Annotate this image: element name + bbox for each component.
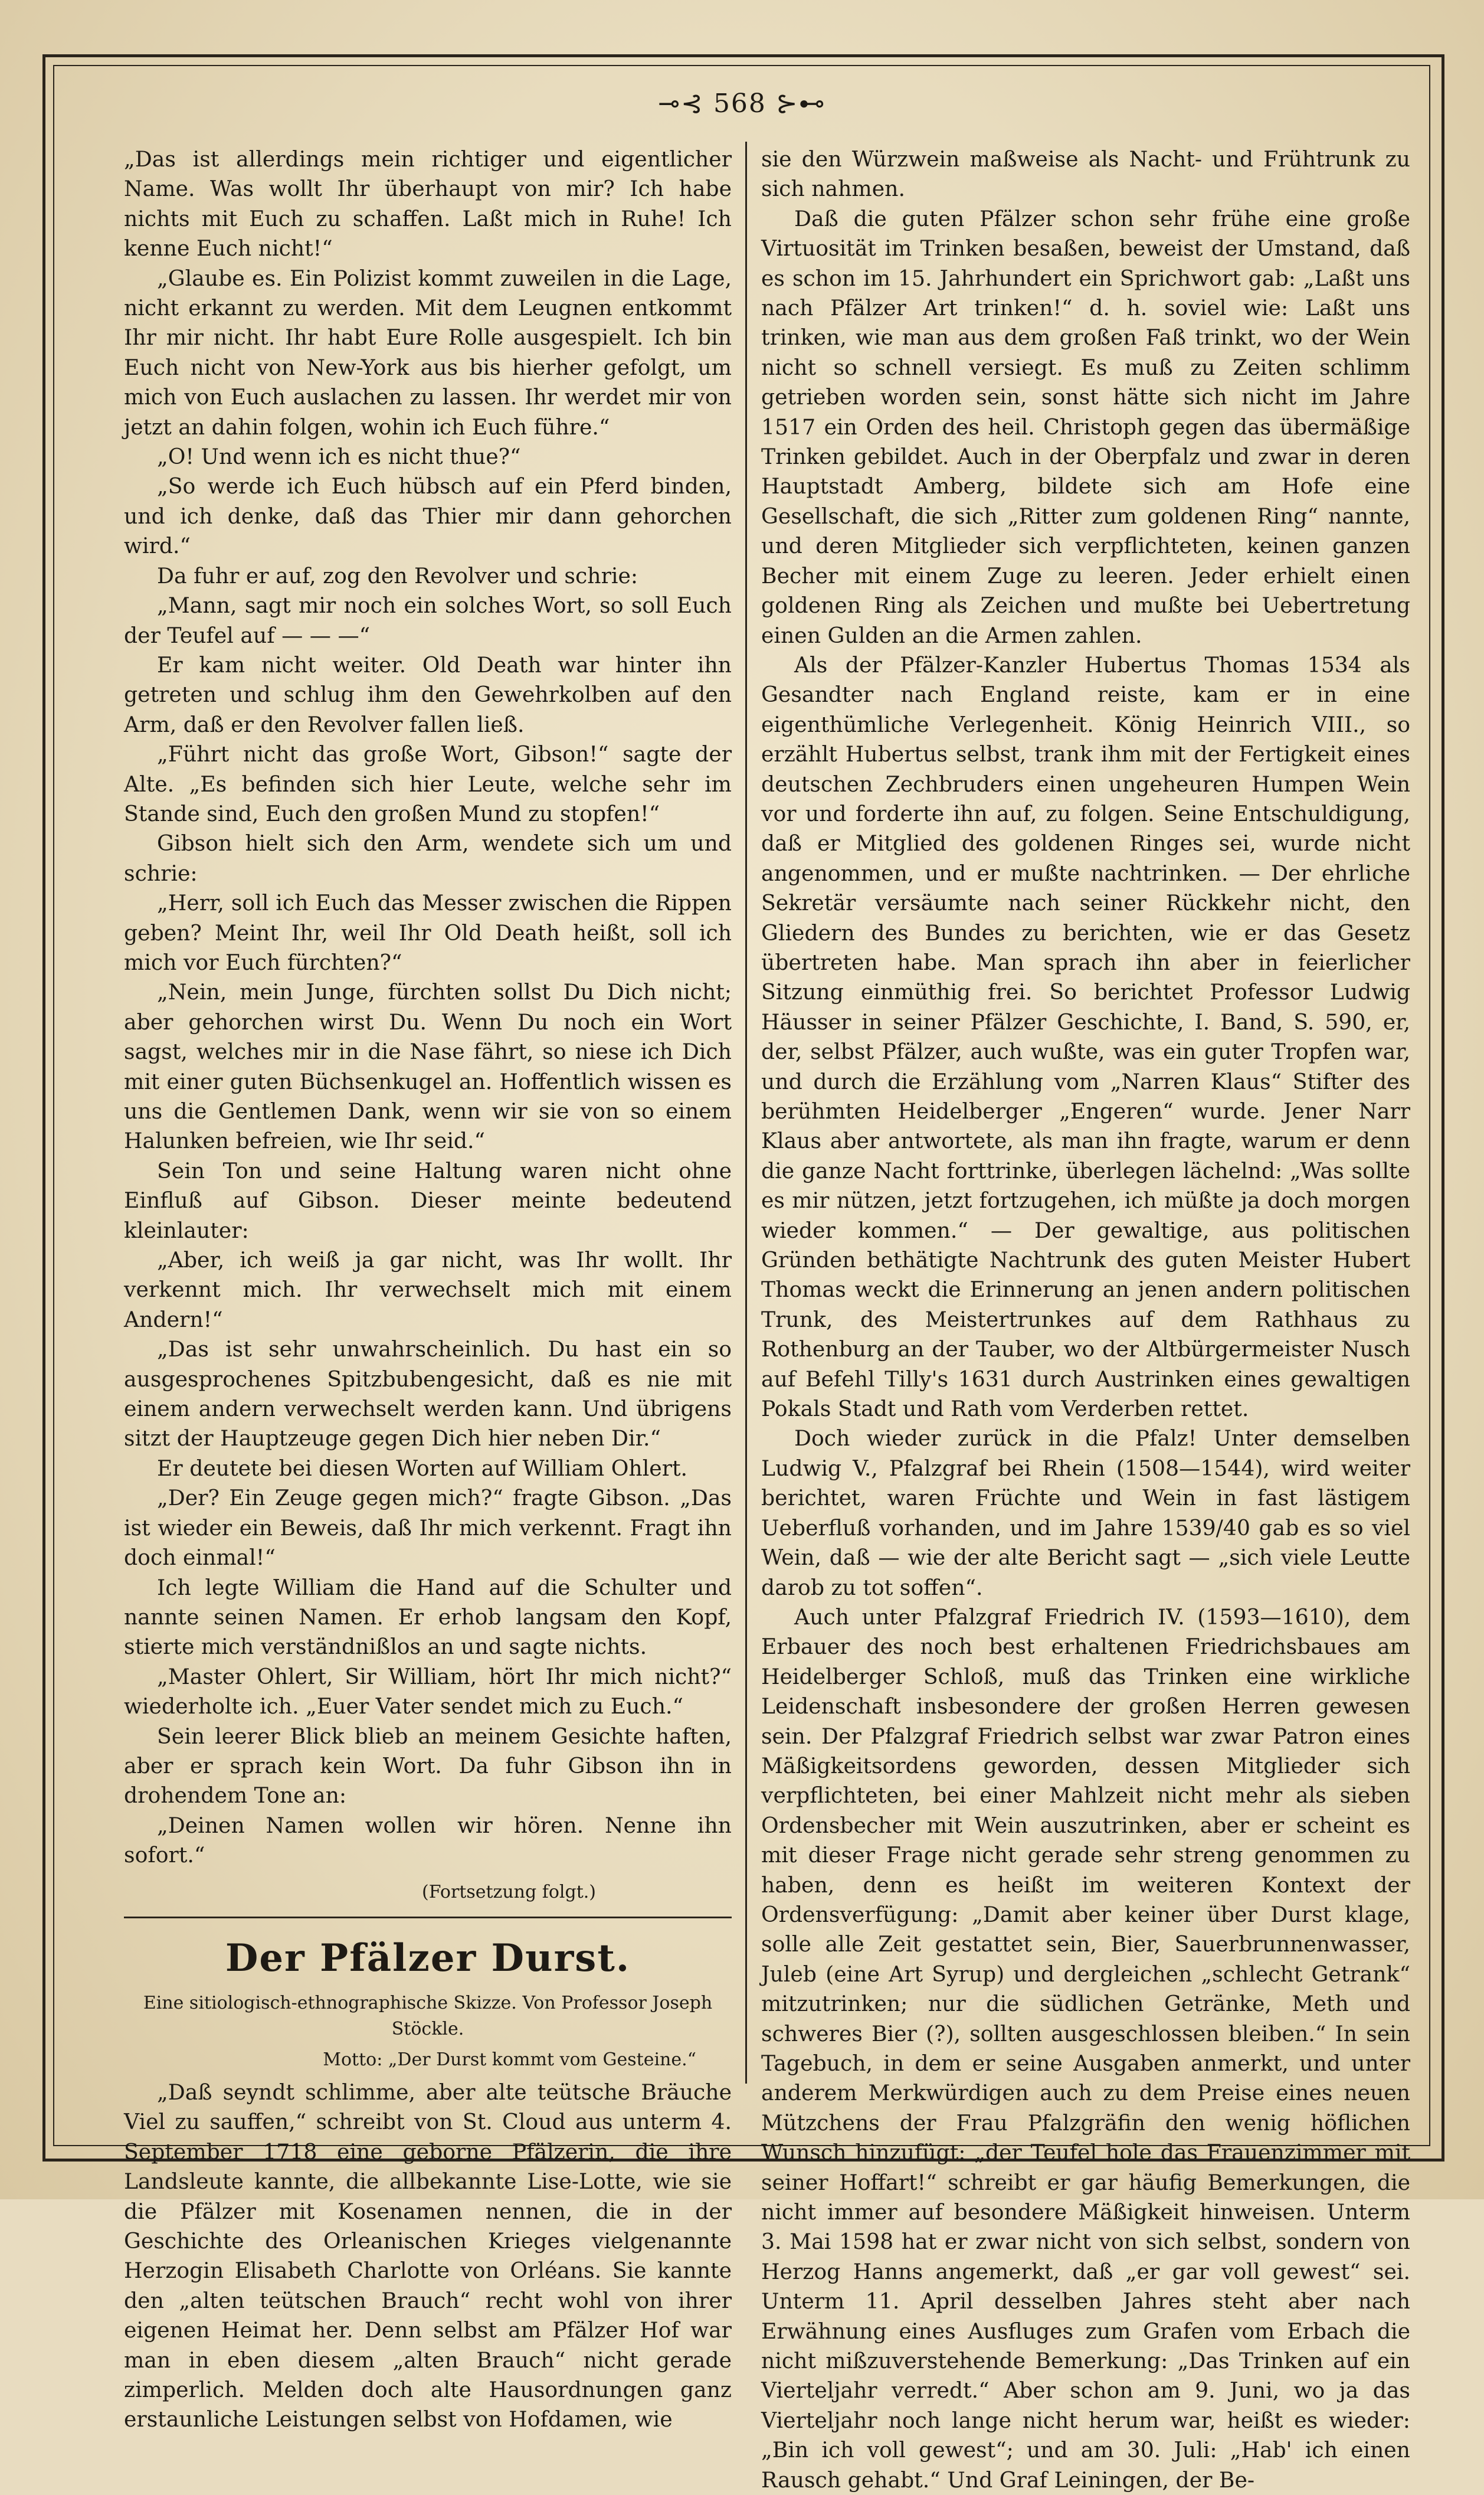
story-paragraph: Er deutete bei diesen Worten auf William Ohlert. <box>157 1455 688 1481</box>
ornament-left: ⊸⊰ <box>658 89 713 119</box>
story-paragraph: „Mann, sagt mir noch ein solches Wort, so soll Euch der Teufel auf — — —“ <box>124 593 732 648</box>
article-paragraph: sie den Würzwein maßweise als Nacht- und Frühtrunk zu sich nahmen. <box>761 146 1410 202</box>
left-column <box>124 145 732 2432</box>
story-paragraph: „Das ist sehr unwahrscheinlich. Du hast ein so ausgesprochenes Spitzbubengesicht, daß es nie mit einem andern verwechselt werden kann. Und übrigens sitzt der Hauptzeuge gegen Dich hier neben Dir.“ <box>124 1336 732 1451</box>
story-paragraph: „Master Ohlert, Sir William, hört Ihr mich nicht?“ wiederholte ich. „Euer Vater sendet mich zu Euch.“ <box>124 1663 732 1719</box>
story-paragraph: „Der? Ein Zeuge gegen mich?“ fragte Gibson. „Das ist wieder ein Beweis, daß Ihr mich verkennt. Fragt ihn doch einmal!“ <box>124 1485 732 1571</box>
article-paragraph: Auch unter Pfalzgraf Friedrich IV. (1593—1610), dem Erbauer des noch best erhaltenen Friedrichsbaues am Heidelberger Schloß, muß das Trinken eine wirkliche Leidenschaft insbesondere der großen Herren gewesen sein. Der Pfalzgraf Friedrich selbst war zwar Patron eines Mäßigkeitsordens geworden, dessen Mitglieder sich verpflichteten, bei einer Mahlzeit nicht mehr als sieben Ordensbecher mit Wein auszutrinken, aber er scheint es mit dieser Frage nicht gerade sehr streng genommen zu haben, denn es heißt im weiteren Kontext der Ordensverfügung: „Damit aber keiner über Durst klage, solle alle Zeit gestattet sein, Bier, Sauerbrunnenwasser, Juleb (eine Art Syrup) und dergleichen „schlecht Getrank“ mitzutrinken; nur die südlichen Getränke, Meth und schweres Bier (?), sollten ausgeschlossen bleiben.“ In sein Tagebuch, in dem er seine Ausgaben anmerkt, und unter anderem Merkwürdigen auch zu dem Preise eines neuen Mützchens der Frau Pfalzgräfin den wenig höflichen Wunsch hinzufügt: „der Teufel hole das Frauenzimmer mit seiner Hoffart!“ schreibt er gar häufig Bemerkungen, die nicht immer auf besondere Mäßigkeit hinweisen. Unterm 3. Mai 1598 hat er zwar nicht von sich selbst, sondern von Herzog Hanns angemerkt, daß „er gar voll gewest“ sei. Unterm 11. April desselben Jahres steht aber nach Erwähnung eines Ausfluges zum Grafen vom Erbach die nicht mißzuverstehende Bemerkung: „Das Trinken auf ein Vierteljahr verredt.“ Aber schon am 9. Juni, wo ja das Vierteljahr noch lange nicht herum war, heißt es wieder: „Bin ich voll gewest“; und am 30. Juli: „Hab' ich einen Rausch gehabt.“ Und Graf Leiningen, der Be- <box>761 1604 1410 2493</box>
article-paragraph: „Daß seyndt schlimme, aber alte teütsche Bräuche Viel zu sauffen,“ schreibt von St. Cloud aus unterm 4. September 1718 eine geborne Pfälzerin, die ihre Landsleute kannte, die allbekannte Lise-Lotte, wie sie die Pfälzer mit Kosenamen nennen, die in der Geschichte des Orleanischen Krieges vielgenannte Herzogin Elisabeth Charlotte von Orléans. Sie kannte den „alten teütschen Brauch“ recht wohl von ihrer eigenen Heimat her. Denn selbst am Pfälzer Hof war man in eben diesem „alten Brauch“ nicht gerade zimperlich. Melden doch alte Hausordnungen ganz erstaunliche Leistungen selbst von Hofdamen, wie <box>124 2079 732 2432</box>
article-paragraph: Als der Pfälzer-Kanzler Hubertus Thomas 1534 als Gesandter nach England reiste, kam er in eine eigenthümliche Verlegenheit. König Heinrich VIII., so erzählt Hubertus selbst, trank ihm mit der Fertigkeit eines deutschen Zechbruders einen ungeheuren Humpen Wein vor und forderte ihn auf, zu folgen. Seine Entschuldigung, daß er Mitglied des goldenen Ringes sei, wurde nicht angenommen, und er mußte nachtrinken. — Der ehrliche Sekretär versäumte nach seiner Rückkehr nicht, den Gliedern des Bundes zu berichten, wie er das Gesetz übertreten habe. Man sprach ihn aber in feierlicher Sitzung einmüthig frei. So berichtet Professor Ludwig Häusser in seiner Pfälzer Geschichte, I. Band, S. 590, er, der, selbst Pfälzer, auch wußte, was ein guter Tropfen war, und durch die Erzählung vom „Narren Klaus“ Stifter des berühmten Heidelberger „Engeren“ wurde. Jener Narr Klaus aber antwortete, als man ihn fragte, warum er denn die ganze Nacht forttrinke, überlegen lächelnd: „Was sollte es mir nützen, jetzt fortzugehen, ich müßte ja doch morgen wieder kommen.“ — Der gewaltige, aus politischen Gründen bethätigte Nachtrunk des guten Meister Hubert Thomas weckt die Erinnerung an jenen andern politischen Trunk, des Meistertrunkes auf dem Rathhaus zu Rothenburg an der Tauber, wo der Altbürgermeister Nusch auf Befehl Tilly's 1631 durch Austrinken eines gewaltigen Pokals Stadt und Rath vom Verderben rettet. <box>761 652 1410 1422</box>
story-paragraph: Sein leerer Blick blieb an meinem Gesichte haften, aber er sprach kein Wort. Da fuhr Gibson ihn in drohendem Tone an: <box>124 1723 732 1809</box>
story-paragraph: „Nein, mein Junge, fürchten sollst Du Dich nicht; aber gehorchen wirst Du. Wenn Du noch ein Wort sagst, welches mir in die Nase fährt, so niese ich Dich mit einer guten Büchsenkugel an. Hoffentlich wissen es uns die Gentlemen Dank, wenn wir sie von so einem Halunken befreien, wie Ihr seid.“ <box>124 979 732 1154</box>
story-paragraph: Gibson hielt sich den Arm, wendete sich um und schrie: <box>124 830 732 886</box>
article-title: Der Pfälzer Durst. <box>225 1935 631 1980</box>
story-paragraph: „Deinen Namen wollen wir hören. Nenne ihn sofort.“ <box>124 1812 732 1868</box>
article-motto: Motto: „Der Durst kommt vom Gesteine.“ <box>323 2049 696 2070</box>
story-paragraph: „Das ist allerdings mein richtiger und eigentlicher Name. Was wollt Ihr überhaupt von mir? Ich habe nichts mit Euch zu schaffen. Laßt mich in Ruhe! Ich kenne Euch nicht!“ <box>124 146 732 261</box>
story-paragraph: „Glaube es. Ein Polizist kommt zuweilen in die Lage, nicht erkannt zu werden. Mit dem Leugnen entkommt Ihr mir nicht. Ihr habt Eure Rolle ausgespielt. Ich bin Euch nicht von New-York aus bis hierher gefolgt, um mich von Euch auslachen zu lassen. Ihr werdet mir von jetzt an dahin folgen, wohin ich Euch führe.“ <box>124 265 732 440</box>
article-subtitle: Eine sitiologisch-ethnographische Skizze. Von Professor Joseph Stöckle. <box>143 1992 713 2039</box>
story-paragraph: Er kam nicht weiter. Old Death war hinter ihn getreten und schlug ihm den Gewehrkolben auf den Arm, daß er den Revolver fallen ließ. <box>124 652 732 737</box>
right-column <box>761 145 1410 2493</box>
page-number-value: 568 <box>713 89 766 119</box>
story-paragraph: „Aber, ich weiß ja gar nicht, was Ihr wollt. Ihr verkennt mich. Ihr verwechselt mich mit einem Andern!“ <box>124 1247 732 1332</box>
story-paragraph: „Führt nicht das große Wort, Gibson!“ sagte der Alte. „Es befinden sich hier Leute, welche sehr im Stande sind, Euch den großen Mund zu stopfen!“ <box>124 741 732 826</box>
story-paragraph: „O! Und wenn ich es nicht thue?“ <box>157 444 521 470</box>
section-divider <box>124 1917 732 1918</box>
continued-note: (Fortsetzung folgt.) <box>422 1881 596 1902</box>
article-paragraph: Daß die guten Pfälzer schon sehr frühe eine große Virtuosität im Trinken besaßen, beweist der Umstand, daß es schon im 15. Jahrhundert ein Sprichwort gab: „Laßt uns nach Pfälzer Art trinken!“ d. h. soviel wie: Laßt uns trinken, wie man aus dem großen Faß trinkt, wo der Wein nicht so schnell versiegt. Es muß zu Zeiten schlimm getrieben worden sein, sonst hätte sich nicht im Jahre 1517 ein Orden des heil. Christoph gegen das übermäßige Trinken gebildet. Auch in der Oberpfalz und zwar in deren Hauptstadt Amberg, bildete sich am Hofe eine Gesellschaft, die sich „Ritter zum goldenen Ring“ nannte, und deren Mitglieder sich verpflichteten, keinen ganzen Becher mit einem Zuge zu leeren. Jeder erhielt einen goldenen Ring als Zeichen und mußte bei Uebertretung einen Gulden an die Armen zahlen. <box>761 205 1410 648</box>
story-paragraph: Sein Ton und seine Haltung waren nicht ohne Einfluß auf Gibson. Dieser meinte bedeutend kleinlauter: <box>124 1157 732 1243</box>
story-paragraph: „So werde ich Euch hübsch auf ein Pferd binden, und ich denke, daß das Thier mir dann gehorchen wird.“ <box>124 473 732 559</box>
ornament-right: ⊱⊷ <box>766 89 826 119</box>
story-paragraph: „Herr, soll ich Euch das Messer zwischen die Rippen geben? Meint Ihr, weil Ihr Old Death heißt, soll ich mich vor Euch fürchten?“ <box>124 890 732 975</box>
page-number <box>0 89 1484 119</box>
article-paragraph: Doch wieder zurück in die Pfalz! Unter demselben Ludwig V., Pfalzgraf bei Rhein (1508—1544), wird weiter berichtet, waren Früchte und Wein in fast lästigem Ueberfluß vorhanden, und im Jahre 1539/40 gab es so viel Wein, daß — wie der alte Bericht sagt — „sich viele Leutte darob zu tot soffen“. <box>761 1425 1410 1600</box>
column-divider <box>745 142 747 2084</box>
story-paragraph: Da fuhr er auf, zog den Revolver und schrie: <box>157 563 638 588</box>
story-paragraph: Ich legte William die Hand auf die Schulter und nannte seinen Namen. Er erhob langsam den Kopf, stierte mich verständnißlos an und sagte nichts. <box>124 1574 732 1660</box>
